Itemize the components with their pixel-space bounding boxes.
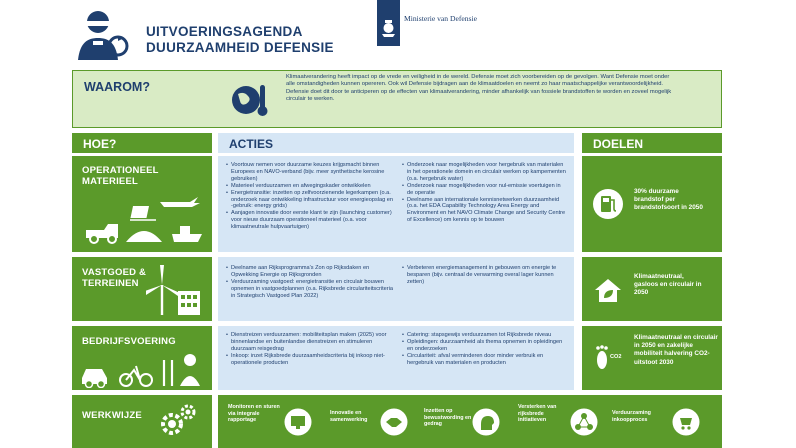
house-leaf-icon xyxy=(592,274,624,306)
recycle-cart-icon xyxy=(672,408,700,436)
list-item: • Onderzoek naar mogelijkheden voor hergebruik van materialen in het operationele domein en circulair werken op kampementen (o.a. hergebruik water) xyxy=(402,162,568,183)
werkwijze-label: WERKWIJZE xyxy=(82,410,142,421)
bedrijfsvoering-acties-right xyxy=(402,332,568,367)
vastgoed-label xyxy=(82,267,146,289)
operationeel-label xyxy=(82,165,159,187)
list-item: • Inkoop: inzet Rijksbrede duurzaamheidscriteria bij inkoop niet-operationele producten xyxy=(226,353,396,367)
operationeel-acties-left xyxy=(226,162,396,231)
list-item: • Aanjagen innovatie door eerste klant te zijn (launching customer) voor nieuw duurzaam operationeel materieel (o.a. voor klimaatneutrale hulpvaartuigen) xyxy=(226,210,396,231)
doelen-header-label: DOELEN xyxy=(593,137,644,151)
list-item: • Materieel verduurzamen en afwegingskader ontwikkelen xyxy=(226,183,396,190)
fuel-pump-icon xyxy=(592,188,624,220)
acties-header-label: ACTIES xyxy=(229,137,274,151)
vastgoed-acties-right xyxy=(402,265,568,286)
vastgoed-label-line1: VASTGOED & xyxy=(82,267,147,278)
vastgoed-acties-left xyxy=(226,265,396,300)
vastgoed-doel: Klimaatneutraal, gasloos en circulair in 2050 xyxy=(634,273,702,297)
list-item: • Deelname aan internationale kennisnetwerken duurzaamheid (o.a. het EDA Capability Technology Area Energy and Environment en het NAVO Climate Change and Security Centre of Excellence) om kennis op te bouwen xyxy=(402,197,568,225)
bedrijfsvoering-doel: Klimaatneutraal en circulair in 2050 en zakelijke mobiliteit halvering CO2-uitstoot 2030 xyxy=(634,334,718,366)
windmill-building-icon xyxy=(146,263,208,317)
ministry-logo xyxy=(377,0,400,46)
military-materieel-icon xyxy=(80,192,208,248)
werkwijze-item-label: Inzetten op bewustwording en gedrag xyxy=(424,408,472,428)
list-item: • Voortouw nemen voor duurzame keuzes krijgsmacht binnen Europees en NAVO-verband (bijv. meer synthetische kerosine gebruiken) xyxy=(226,162,396,183)
list-item: • Catering: stapsgewijs verduurzamen tot Rijksbrede niveau xyxy=(402,332,568,339)
bedrijfsvoering-acties-left xyxy=(226,332,396,367)
waarom-text: Klimaatverandering heeft impact op de vrede en veiligheid in de wereld. Defensie moet zich voorbereiden op de gevolgen. Want Defensie moet onder alle omstandigheden kunnen opereren. Ook wil Defensie bijdragen aan de klimaatdoelen en neemt zo haar maatschappelijke verantwoordelijkheid. Defensie doet dit door te anticiperen op de effecten van klimaatverandering, minder afhankelijk van fossiele brandstoffen te worden en zoveel mogelijk circulair te werken. xyxy=(286,74,672,102)
head-gear-icon xyxy=(472,408,500,436)
ministry-name: Ministerie van Defensie xyxy=(404,14,477,23)
list-item: • Verduurzaming vastgoed: energietransitie en circulair bouwen opnemen in vastgoedplannen (o.a. Rijksbrede circulariteitscriteria in Strategisch Vastgoed Plan 2022) xyxy=(226,279,396,300)
list-item: • Dienstreizen verduurzamen: mobiliteitsplan maken (2025) voor binnenlandse en buitenlandse dienstreizen en stimuleren duurzaam reisgedrag xyxy=(226,332,396,353)
globe-thermometer-icon xyxy=(230,82,270,118)
waarom-label: WAAROM? xyxy=(84,80,150,94)
list-item: • Onderzoek naar mogelijkheden voor nul-emissie voertuigen in de operatie xyxy=(402,183,568,197)
header-logo-soldier xyxy=(74,6,130,60)
list-item: • Opleidingen: duurzaamheid als thema opnemen in opleidingen en onderzoeken xyxy=(402,339,568,353)
operationeel-label-line1: OPERATIONEEL xyxy=(82,165,159,176)
page-title xyxy=(146,24,334,56)
werkwijze-item-label: Verduurzaming inkoopproces xyxy=(612,410,651,423)
operationeel-label-line2: MATERIEEL xyxy=(82,176,138,187)
werkwijze-item-label: Innovatie en samenwerking xyxy=(330,410,368,423)
network-icon xyxy=(570,408,598,436)
co2-label: CO2 xyxy=(610,354,622,360)
vastgoed-label-line2: TERREINEN xyxy=(82,278,139,289)
hoe-header-label: HOE? xyxy=(83,137,117,151)
page-title-line1: UITVOERINGSAGENDA xyxy=(146,24,303,39)
operationeel-doel: 30% duurzame brandstof per brandstofsoort in 2050 xyxy=(634,188,703,212)
werkwijze-item-label: Monitoren en sturen via integrale rapportage xyxy=(228,404,280,424)
bedrijfsvoering-label: BEDRIJFSVOERING xyxy=(82,336,176,347)
car-bike-cutlery-icon xyxy=(80,352,210,388)
gears-icon xyxy=(158,400,198,440)
monitor-chart-icon xyxy=(284,408,312,436)
list-item: • Circulariteit: afval verminderen door minder verbruik en hergebruik van materialen en producten xyxy=(402,353,568,367)
page-title-line2: DUURZAAMHEID DEFENSIE xyxy=(146,40,334,55)
operationeel-acties-right xyxy=(402,162,568,224)
list-item: • Energietransitie: inzetten op zelfvoorzienende legerkampen (o.a. onderzoek naar ontwikkeling infrastructuur voor energieopslag en -gebruik: energy grids) xyxy=(226,190,396,211)
list-item: • Deelname aan Rijksprogramma's Zon op Rijksdaken en Opwekking Energie op Rijksgronden xyxy=(226,265,396,279)
list-item: • Verbeteren energiemanagement in gebouwen om energie te besparen (bijv. centraal de verwarming overal lager kunnen zetten) xyxy=(402,265,568,286)
handshake-icon xyxy=(380,408,408,436)
werkwijze-item-label: Versterken van rijksbrede initiatieven xyxy=(518,404,557,424)
